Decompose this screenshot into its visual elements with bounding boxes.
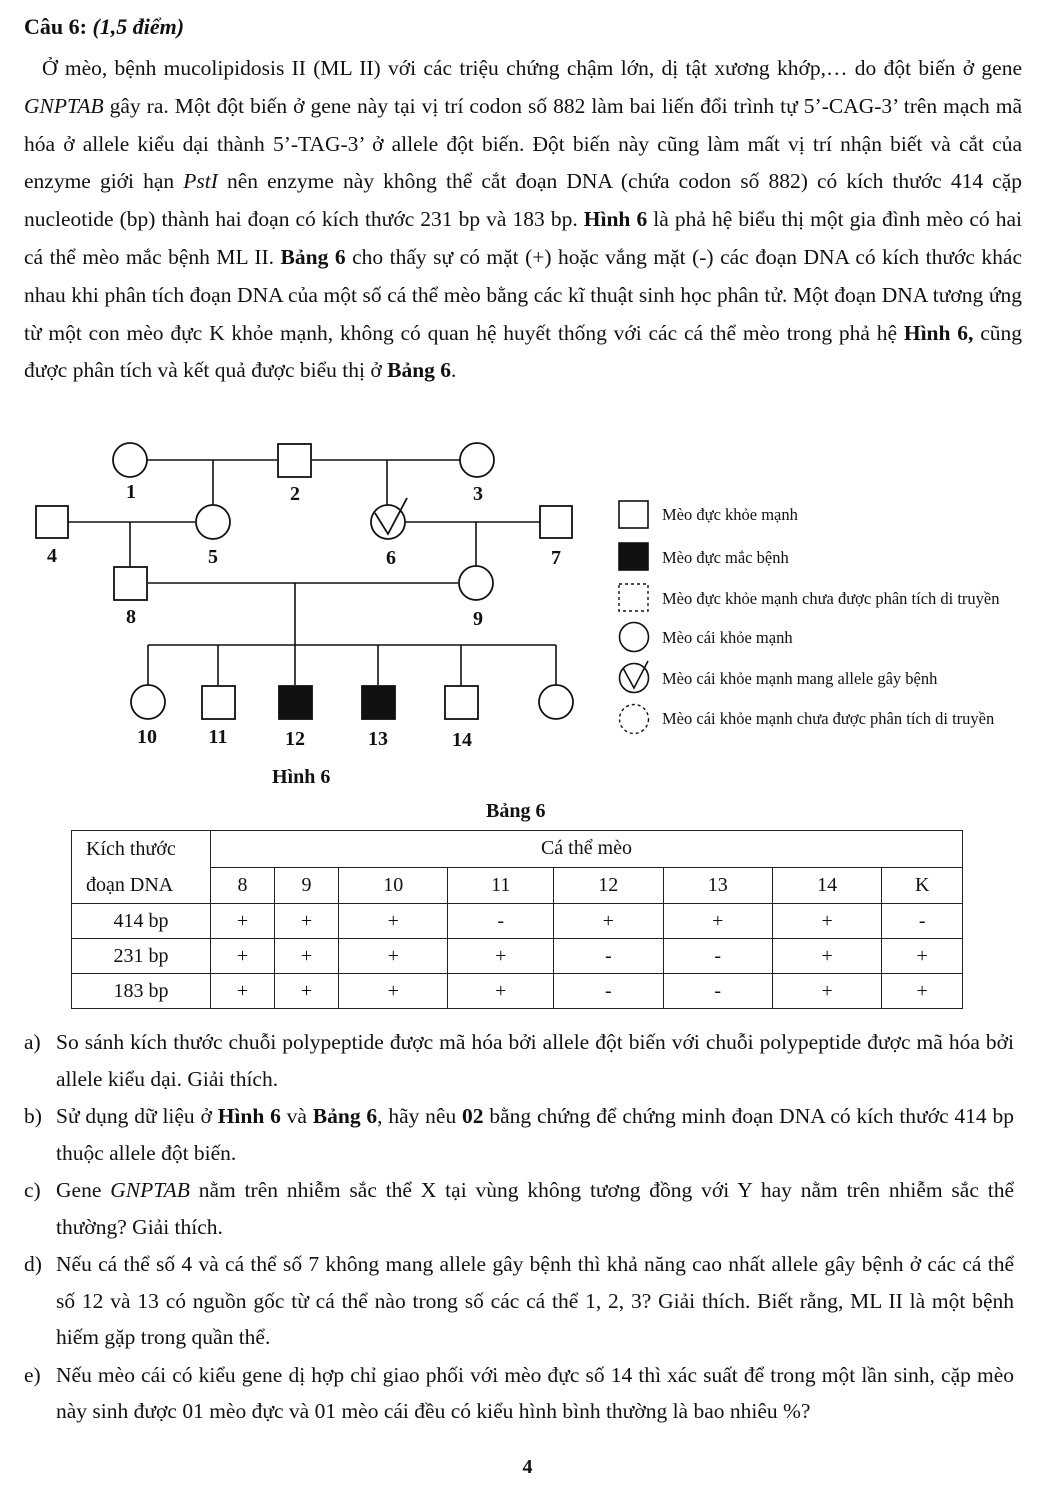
intro-segment: cho thấy sự có mặt (+) hoặc vắng mặt (-) các đoạn DNA có kích thước khác nhau khi phân tích đoạn DNA của một số cá thể mèo bằng các kĩ thuật sinh học phân tử. Một đoạn DNA tương ứng từ một con mèo đực K khỏe mạnh, không có quan hệ huyết thống với các cá thể mèo trong phả hệ — [24, 244, 1022, 345]
legend-female-untested-symbol — [620, 705, 649, 734]
intro-segment: GNPTAB — [24, 93, 104, 118]
table-row — [72, 939, 963, 974]
column-header-13: 13 — [663, 867, 772, 904]
presence-cell: + — [448, 974, 554, 1009]
pedigree-figure — [0, 430, 1055, 770]
question-label: Câu 6: — [24, 14, 87, 39]
table-row — [72, 904, 963, 939]
column-header-11: 11 — [448, 867, 554, 904]
column-header-8: 8 — [211, 867, 275, 904]
individual-9-female — [459, 566, 493, 600]
subquestion-segment: bằng chứng để chứng minh đoạn DNA có kích thước 414 bp thuộc allele đột biến. — [56, 1104, 1014, 1165]
subquestion-segment: Sử dụng dữ liệu ở — [56, 1104, 218, 1128]
page-number: 4 — [522, 1456, 533, 1478]
ped-num-13: 13 — [368, 728, 388, 750]
presence-cell: - — [663, 974, 772, 1009]
intro-segment: PstI — [183, 169, 218, 194]
ped-num-11: 11 — [208, 726, 228, 748]
legend-male-affected-symbol — [619, 543, 648, 570]
column-header-12: 12 — [554, 867, 663, 904]
individual-3-female — [460, 443, 494, 477]
figure-caption: Hình 6 — [272, 766, 331, 788]
intro-segment: Hình 6 — [583, 207, 648, 232]
individual-12-affected-male — [279, 686, 312, 719]
presence-cell: + — [772, 939, 881, 974]
subquestion-text — [56, 1024, 1014, 1097]
individual-2-male — [278, 444, 311, 477]
individual-13-affected-male — [362, 686, 395, 719]
subquestions-list — [24, 1024, 1014, 1431]
presence-cell: + — [772, 974, 881, 1009]
presence-cell: - — [882, 904, 963, 939]
individual-7-male — [540, 506, 572, 538]
subquestion-label: a) — [24, 1030, 41, 1054]
presence-cell: + — [211, 939, 275, 974]
subquestion-segment: So sánh kích thước chuỗi polypeptide được mã hóa bởi allele đột biến với chuỗi polypeptide được mã hóa bởi allele kiểu dại. Giải thích. — [56, 1030, 1014, 1091]
intro-segment: Bảng 6 — [280, 244, 346, 269]
subquestion-text — [56, 1246, 1014, 1356]
ped-num-5: 5 — [208, 546, 218, 568]
pedigree-legend — [619, 501, 1000, 734]
column-header-14: 14 — [772, 867, 881, 904]
ped-num-10: 10 — [137, 726, 157, 748]
legend-text-2: Mèo đực mắc bệnh — [662, 548, 789, 567]
individual-15-female — [539, 685, 573, 719]
subquestion-label: b) — [24, 1104, 42, 1128]
subquestion-text — [56, 1098, 1014, 1171]
individual-14-male — [445, 686, 478, 719]
table-caption: Bảng 6 — [486, 800, 546, 822]
legend-text-6: Mèo cái khỏe mạnh chưa được phân tích di truyền — [662, 709, 995, 728]
intro-segment: cũng được phân tích và kết quả được biểu thị ở — [24, 320, 1023, 383]
fragment-size-cell: 183 bp — [72, 974, 211, 1009]
intro-paragraph — [24, 50, 1022, 390]
ped-num-6: 6 — [386, 547, 396, 569]
question-points: (1,5 điểm) — [92, 14, 185, 39]
presence-cell: + — [211, 974, 275, 1009]
intro-segment: Ở mèo, bệnh mucolipidosis II (ML II) với các triệu chứng chậm lớn, dị tật xương khớp,… do đột biến ở gene — [42, 56, 1022, 80]
individual-5-female — [196, 505, 230, 539]
results-table — [71, 830, 963, 1009]
subquestion-segment: Nếu cá thể số 4 và cá thể số 7 không mang allele gây bệnh thì khả năng cao nhất allele gây bệnh ở các cá thể số 12 và 13 có nguồn gốc từ cá thể nào trong số các cá thể 1, 2, 3? Giải thích. Biết rằng, ML II là một bệnh hiếm gặp trong quần thể. — [56, 1252, 1014, 1349]
intro-segment: Hình 6, — [903, 320, 974, 345]
legend-female-healthy-symbol — [620, 623, 649, 652]
presence-cell: + — [882, 974, 963, 1009]
legend-text-5: Mèo cái khỏe mạnh mang allele gây bệnh — [662, 669, 938, 688]
intro-segment: nên enzyme này không thể cắt đoạn DNA (chứa codon số 882) có kích thước 414 cặp nucleotide (bp) thành hai đoạn có kích thước 231 bp và 183 bp. — [24, 169, 1022, 232]
legend-text-1: Mèo đực khỏe mạnh — [662, 505, 798, 524]
row-header-cell — [72, 831, 211, 904]
presence-cell: + — [339, 904, 448, 939]
ped-num-7: 7 — [551, 547, 561, 569]
legend-male-healthy-symbol — [619, 501, 648, 528]
intro-segment: Bảng 6 — [387, 358, 452, 383]
presence-cell: + — [211, 904, 275, 939]
subquestion-item — [24, 1098, 1014, 1171]
group-header: Cá thể mèo — [211, 831, 963, 868]
presence-cell: - — [554, 974, 663, 1009]
subquestion-item — [24, 1024, 1014, 1097]
presence-cell: + — [275, 904, 339, 939]
column-header-10: 10 — [339, 867, 448, 904]
row-header-line1: Kích thước — [86, 838, 176, 860]
subquestion-segment: 02 — [462, 1104, 484, 1128]
intro-segment: . — [451, 358, 457, 383]
presence-cell: + — [275, 974, 339, 1009]
subquestion-segment: và — [280, 1104, 313, 1128]
column-header-9: 9 — [275, 867, 339, 904]
subquestion-segment: , hãy nêu — [377, 1104, 463, 1128]
individual-10-female — [131, 685, 165, 719]
question-heading — [24, 14, 184, 40]
ped-num-4: 4 — [47, 545, 57, 567]
fragment-size-cell: 414 bp — [72, 904, 211, 939]
individual-11-male — [202, 686, 235, 719]
legend-text-3: Mèo đực khỏe mạnh chưa được phân tích di truyền — [662, 589, 1000, 608]
subquestion-text — [56, 1357, 1014, 1430]
ped-num-9: 9 — [473, 608, 483, 630]
individual-4-male — [36, 506, 68, 538]
ped-num-8: 8 — [126, 606, 136, 628]
intro-segment: gây ra. Một đột biến ở gene này tại vị trí codon số 882 làm bai liến đổi trình tự 5’-CAG-3’ trên mạch mã hóa ở allele kiểu dại thành 5’-TAG-3’ ở allele đột biến. Đột biến này cũng làm mất vị trí nhận biết và cắt của enzyme giới hạn — [24, 93, 1022, 194]
legend-text-4: Mèo cái khỏe mạnh — [662, 628, 793, 647]
subquestion-segment: nằm trên nhiễm sắc thể X tại vùng không tương đồng với Y hay nằm trên nhiễm sắc thể thường? Giải thích. — [56, 1178, 1014, 1239]
subquestion-segment: Hình 6 — [217, 1104, 281, 1128]
subquestion-label: c) — [24, 1178, 41, 1202]
subquestion-segment: Gene — [56, 1178, 111, 1202]
subquestion-item — [24, 1357, 1014, 1430]
presence-cell: + — [339, 974, 448, 1009]
subquestion-segment: GNPTAB — [110, 1178, 190, 1202]
presence-cell: + — [663, 904, 772, 939]
presence-cell: + — [275, 939, 339, 974]
subquestion-text — [56, 1172, 1014, 1245]
ped-num-2: 2 — [290, 483, 300, 505]
presence-cell: + — [554, 904, 663, 939]
column-header-K: K — [882, 867, 963, 904]
subquestion-segment: Nếu mèo cái có kiểu gene dị hợp chỉ giao phối với mèo đực số 14 thì xác suất để trong một lần sinh, cặp mèo này sinh được 01 mèo đực và 01 mèo cái đều có kiểu hình bình thường là bao nhiêu %? — [56, 1362, 1014, 1423]
presence-cell: - — [448, 904, 554, 939]
presence-cell: - — [663, 939, 772, 974]
ped-num-3: 3 — [473, 483, 483, 505]
row-header-line2: đoạn DNA — [86, 874, 174, 896]
ped-num-14: 14 — [452, 729, 472, 751]
presence-cell: + — [448, 939, 554, 974]
presence-cell: + — [339, 939, 448, 974]
ped-num-12: 12 — [285, 728, 305, 750]
subquestion-item — [24, 1246, 1014, 1356]
individual-1-female — [113, 443, 147, 477]
table-row — [72, 974, 963, 1009]
individual-8-male — [114, 567, 147, 600]
subquestion-label: d) — [24, 1252, 42, 1276]
subquestion-label: e) — [24, 1362, 41, 1387]
intro-segment: là phả hệ biểu thị một gia đình mèo có hai cá thể mèo mắc bệnh ML II. — [24, 207, 1022, 269]
presence-cell: - — [554, 939, 663, 974]
fragment-size-cell: 231 bp — [72, 939, 211, 974]
ped-num-1: 1 — [126, 481, 136, 503]
subquestion-segment: Bảng 6 — [312, 1104, 378, 1128]
presence-cell: + — [882, 939, 963, 974]
presence-cell: + — [772, 904, 881, 939]
subquestion-item — [24, 1172, 1014, 1245]
legend-male-untested-symbol — [619, 584, 648, 611]
